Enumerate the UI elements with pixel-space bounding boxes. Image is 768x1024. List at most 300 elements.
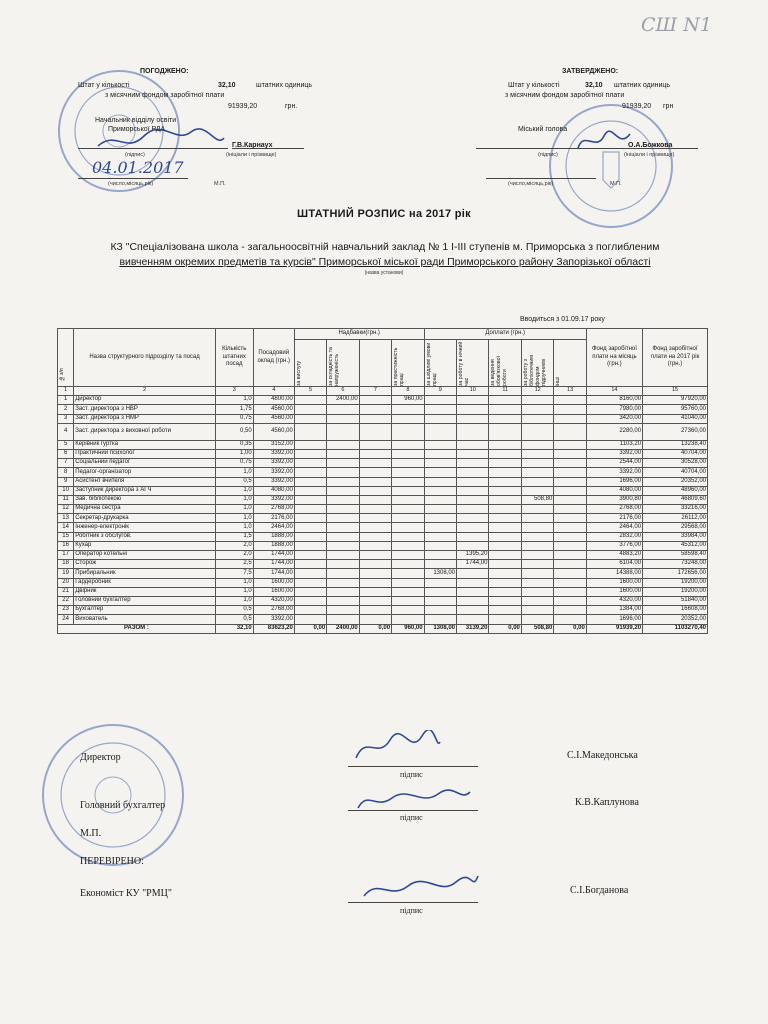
cell-name: Робітник з обслугов.: [74, 532, 216, 541]
cell-b3: [359, 505, 391, 514]
cell-b2: [327, 486, 359, 495]
cell-fy: 19200,00: [643, 587, 708, 596]
cell-fy: 48960,00: [643, 486, 708, 495]
cell-e5: [554, 414, 586, 423]
cell-e3: [489, 423, 521, 440]
cell-e2: [457, 587, 489, 596]
cell-b3: [359, 587, 391, 596]
cell-e5: [554, 505, 586, 514]
cell-e1: [424, 587, 456, 596]
table-row: [58, 560, 708, 569]
cell-no: 13: [58, 514, 74, 523]
left-fund-label: з місячним фондом заробітної плати: [105, 92, 225, 99]
total-e1: 1308,00: [424, 624, 456, 633]
cell-no: 8: [58, 468, 74, 477]
column-index-cell: 2: [74, 387, 216, 396]
cell-salary: 4800,00: [253, 396, 294, 405]
cell-b3: [359, 495, 391, 504]
cell-e2: [457, 405, 489, 414]
cell-count: 1,0: [215, 587, 253, 596]
cell-e1: [424, 495, 456, 504]
cell-fy: 97920,00: [643, 396, 708, 405]
cell-e2: [457, 449, 489, 458]
cell-salary: 1600,00: [253, 578, 294, 587]
cell-e4: [521, 414, 553, 423]
cell-b4: [392, 551, 424, 560]
header-extras: Доплати (грн.): [424, 329, 586, 340]
cell-e5: [554, 569, 586, 578]
table-row: [58, 414, 708, 423]
cell-e1: [424, 423, 456, 440]
cell-e5: [554, 486, 586, 495]
cell-b2: [327, 468, 359, 477]
cell-e2: [457, 459, 489, 468]
cell-e5: [554, 468, 586, 477]
cell-b1: [294, 396, 326, 405]
cell-e2: [457, 541, 489, 550]
cell-b1: [294, 423, 326, 440]
cell-b3: [359, 440, 391, 449]
cell-b1: [294, 596, 326, 605]
cell-salary: 4320,00: [253, 596, 294, 605]
cell-name: Інженер-електронік: [74, 523, 216, 532]
document-title: ШТАТНИЙ РОЗПИС на 2017 рік: [297, 208, 471, 220]
cell-name: Бухгалтер: [74, 606, 216, 615]
cell-count: 0,35: [215, 440, 253, 449]
cell-name: Асистент вчителя: [74, 477, 216, 486]
cell-b4: [392, 449, 424, 458]
cell-salary: 2464,00: [253, 523, 294, 532]
cell-e1: [424, 468, 456, 477]
cell-b2: [327, 477, 359, 486]
cell-e5: [554, 396, 586, 405]
cell-fm: 3420,00: [586, 414, 642, 423]
cell-name: Заст. директора з виховної роботи: [74, 423, 216, 440]
table-row: [58, 532, 708, 541]
cell-b1: [294, 514, 326, 523]
cell-e3: [489, 560, 521, 569]
cell-no: 7: [58, 459, 74, 468]
cell-e4: [521, 505, 553, 514]
cell-b4: [392, 423, 424, 440]
cell-salary: 1888,00: [253, 541, 294, 550]
cell-e5: [554, 440, 586, 449]
cell-name: Соціальний педагог: [74, 459, 216, 468]
cell-e2: [457, 615, 489, 624]
cell-e5: [554, 615, 586, 624]
column-index-cell: 5: [294, 387, 326, 396]
cell-e4: [521, 405, 553, 414]
cell-e1: [424, 606, 456, 615]
cell-fy: 29568,00: [643, 523, 708, 532]
cell-count: 1,0: [215, 495, 253, 504]
cell-fy: 58598,40: [643, 551, 708, 560]
cell-e4: [521, 606, 553, 615]
header-name: Назва структурного підрозділу та посад: [74, 329, 216, 387]
cell-e4: [521, 615, 553, 624]
cell-no: 19: [58, 569, 74, 578]
cell-b1: [294, 532, 326, 541]
cell-e1: [424, 449, 456, 458]
cell-e2: [457, 578, 489, 587]
right-fund-unit: грн: [663, 103, 674, 110]
cell-e1: [424, 615, 456, 624]
cell-b3: [359, 523, 391, 532]
cell-e1: [424, 414, 456, 423]
cell-e2: [457, 468, 489, 477]
cell-b4: [392, 505, 424, 514]
cell-count: 0,50: [215, 423, 253, 440]
cell-e2: [457, 569, 489, 578]
table-row: [58, 596, 708, 605]
director-sig-caption: підпис: [400, 770, 423, 779]
cell-b1: [294, 414, 326, 423]
cell-b3: [359, 532, 391, 541]
cell-b3: [359, 423, 391, 440]
total-fund-year: 1103270,40: [643, 624, 708, 633]
left-approval-heading: ПОГОДЖЕНО:: [140, 68, 189, 75]
accountant-sig-caption: підпис: [400, 813, 423, 822]
cell-e2: 1395,20: [457, 551, 489, 560]
table-row: [58, 606, 708, 615]
total-fund-month: 91939,20: [586, 624, 642, 633]
cell-name: Керівник гуртка: [74, 440, 216, 449]
cell-e5: [554, 523, 586, 532]
footer-economist-label: Економіст КУ "РМЦ": [80, 888, 172, 899]
cell-fm: 1696,00: [586, 615, 642, 624]
cell-salary: 4560,00: [253, 414, 294, 423]
cell-b2: [327, 514, 359, 523]
cell-fm: 3900,80: [586, 495, 642, 504]
cell-e5: [554, 541, 586, 550]
cell-e3: [489, 505, 521, 514]
director-signature: [352, 730, 442, 764]
total-e5: 0,00: [554, 624, 586, 633]
total-count: 32,10: [215, 624, 253, 633]
cell-salary: 3392,00: [253, 459, 294, 468]
cell-name: Секретар-друкарка: [74, 514, 216, 523]
column-index-cell: 4: [253, 387, 294, 396]
cell-e5: [554, 459, 586, 468]
cell-e5: [554, 560, 586, 569]
cell-e4: [521, 523, 553, 532]
cell-b3: [359, 560, 391, 569]
cell-e4: [521, 477, 553, 486]
cell-e2: [457, 396, 489, 405]
cell-fm: 6104,00: [586, 560, 642, 569]
cell-b4: [392, 514, 424, 523]
cell-e3: [489, 414, 521, 423]
table-row: [58, 459, 708, 468]
cell-count: 0,5: [215, 606, 253, 615]
cell-b1: [294, 486, 326, 495]
institution-caption: (назва установи): [364, 270, 404, 276]
cell-b1: [294, 578, 326, 587]
cell-count: 1,0: [215, 514, 253, 523]
cell-b3: [359, 606, 391, 615]
table-row: [58, 514, 708, 523]
cell-salary: 2768,00: [253, 606, 294, 615]
cell-e3: [489, 615, 521, 624]
header-bonus-complexity: за складність та напруженість: [327, 340, 359, 387]
cell-count: 1,0: [215, 396, 253, 405]
cell-name: Головний бухгалтер: [74, 596, 216, 605]
cell-no: 4: [58, 423, 74, 440]
cell-b3: [359, 414, 391, 423]
cell-no: 5: [58, 440, 74, 449]
cell-b1: [294, 505, 326, 514]
cell-fm: 2280,00: [586, 423, 642, 440]
cell-fy: 13238,40: [643, 440, 708, 449]
cell-name: Гардеробник: [74, 578, 216, 587]
handwritten-corner-mark: СШ N1: [641, 14, 712, 36]
right-signer-name: О.А.Божкова: [628, 142, 673, 149]
cell-fy: 19200,00: [643, 578, 708, 587]
institution-line-2: вивченням окремих предметів та курсів" Приморської міської ради Приморського району Запорізької області: [119, 256, 651, 268]
table-row: [58, 505, 708, 514]
cell-e3: [489, 523, 521, 532]
cell-e1: [424, 532, 456, 541]
right-date-caption: (число,місяць,рік): [508, 181, 554, 187]
cell-b3: [359, 541, 391, 550]
cell-e1: [424, 440, 456, 449]
cell-e3: [489, 587, 521, 596]
table-row: [58, 541, 708, 550]
cell-e5: [554, 514, 586, 523]
table-row: [58, 405, 708, 414]
cell-e3: [489, 532, 521, 541]
cell-e5: [554, 596, 586, 605]
header-bonus-prestige: за престижність праці: [392, 340, 424, 387]
header-bonus-blank: [359, 340, 391, 387]
cell-e2: [457, 414, 489, 423]
cell-b2: [327, 615, 359, 624]
cell-b4: [392, 523, 424, 532]
cell-e1: [424, 486, 456, 495]
cell-count: 1,0: [215, 596, 253, 605]
cell-e4: [521, 440, 553, 449]
cell-b2: [327, 449, 359, 458]
cell-e3: [489, 596, 521, 605]
cell-fm: 7980,00: [586, 405, 642, 414]
cell-e3: [489, 495, 521, 504]
cell-b4: [392, 405, 424, 414]
right-position: Міський голова: [518, 126, 568, 133]
cell-e2: [457, 523, 489, 532]
column-index-row: [58, 387, 708, 396]
right-approval-heading: ЗАТВЕРДЖЕНО:: [562, 68, 619, 75]
header-number: №з/п: [58, 329, 74, 387]
cell-e2: [457, 505, 489, 514]
cell-b3: [359, 477, 391, 486]
cell-e4: [521, 468, 553, 477]
left-staff-label: Штат у кількості: [78, 82, 130, 89]
cell-e1: [424, 405, 456, 414]
footer-accountant-label: Головний бухгалтер: [80, 800, 166, 811]
cell-b2: [327, 505, 359, 514]
cell-fy: 45312,00: [643, 541, 708, 550]
cell-e5: [554, 495, 586, 504]
cell-no: 21: [58, 587, 74, 596]
cell-count: 1,0: [215, 486, 253, 495]
right-sig-caption: (підпис): [538, 152, 558, 158]
right-fund-label: з місячним фондом заробітної плати: [505, 92, 625, 99]
cell-b2: [327, 560, 359, 569]
cell-b2: [327, 569, 359, 578]
cell-b3: [359, 405, 391, 414]
cell-name: Прибиральник: [74, 569, 216, 578]
left-staff-value: 32,10: [218, 82, 236, 89]
header-extra-other: інші: [554, 340, 586, 387]
cell-e5: [554, 587, 586, 596]
footer-director-label: Директор: [80, 752, 121, 763]
cell-e1: [424, 596, 456, 605]
total-b2: 2400,00: [327, 624, 359, 633]
cell-b2: [327, 495, 359, 504]
cell-name: Вихователь: [74, 615, 216, 624]
cell-e1: [424, 396, 456, 405]
cell-b4: [392, 468, 424, 477]
cell-b3: [359, 486, 391, 495]
table-row: [58, 578, 708, 587]
cell-e1: 1308,00: [424, 569, 456, 578]
cell-name: Оператор котельні: [74, 551, 216, 560]
cell-e1: [424, 551, 456, 560]
cell-b4: [392, 596, 424, 605]
cell-e2: [457, 532, 489, 541]
cell-e1: [424, 514, 456, 523]
left-mp: М.П.: [214, 181, 226, 187]
table-row: [58, 468, 708, 477]
cell-name: Сторож: [74, 560, 216, 569]
cell-e4: [521, 396, 553, 405]
column-index-cell: 3: [215, 387, 253, 396]
cell-b2: [327, 541, 359, 550]
cell-b2: [327, 596, 359, 605]
cell-no: 2: [58, 405, 74, 414]
column-index-cell: 11: [489, 387, 521, 396]
cell-e3: [489, 541, 521, 550]
column-index-cell: 10: [457, 387, 489, 396]
cell-e3: [489, 468, 521, 477]
cell-e3: [489, 440, 521, 449]
cell-e2: [457, 477, 489, 486]
cell-no: 1: [58, 396, 74, 405]
cell-fy: 26112,00: [643, 514, 708, 523]
cell-b2: 2400,00: [327, 396, 359, 405]
table-row: [58, 615, 708, 624]
total-label: РАЗОМ :: [58, 624, 216, 633]
left-staff-unit: штатних одиниць: [256, 82, 313, 89]
cell-b3: [359, 578, 391, 587]
cell-fy: 73248,00: [643, 560, 708, 569]
cell-e1: [424, 541, 456, 550]
cell-salary: 1888,00: [253, 532, 294, 541]
cell-no: 6: [58, 449, 74, 458]
cell-fy: 46809,60: [643, 495, 708, 504]
cell-e5: [554, 551, 586, 560]
footer-director-name: С.І.Македонська: [567, 750, 638, 761]
left-org-line1: Начальник відділу освіти: [95, 117, 177, 124]
cell-count: 1,0: [215, 505, 253, 514]
cell-b4: [392, 532, 424, 541]
header-bonuses: Надбавки(грн.): [294, 329, 424, 340]
cell-no: 9: [58, 477, 74, 486]
cell-name: Директор: [74, 396, 216, 405]
cell-e4: [521, 423, 553, 440]
cell-e4: 508,80: [521, 495, 553, 504]
right-fund-value: 91939,20: [622, 103, 652, 110]
right-staff-value: 32,10: [585, 82, 603, 89]
cell-salary: 3392,00: [253, 468, 294, 477]
cell-fy: 33984,00: [643, 532, 708, 541]
institution-name: [55, 240, 715, 270]
cell-e2: [457, 495, 489, 504]
cell-e4: [521, 532, 553, 541]
cell-fy: 20352,00: [643, 615, 708, 624]
cell-fm: 8160,00: [586, 396, 642, 405]
cell-b2: [327, 523, 359, 532]
total-salary: 83623,20: [253, 624, 294, 633]
cell-salary: 1744,00: [253, 569, 294, 578]
cell-no: 20: [58, 578, 74, 587]
institution-line-1: КЗ "Спеціалізована школа - загальноосвітній навчальний заклад № 1 І-ІІІ ступенів м. Приморська з поглибленим: [110, 241, 660, 253]
cell-name: Заст. директора з НМР: [74, 414, 216, 423]
cell-no: 14: [58, 523, 74, 532]
cell-count: 1,0: [215, 468, 253, 477]
cell-b1: [294, 541, 326, 550]
table-row: [58, 449, 708, 458]
cell-b4: [392, 477, 424, 486]
cell-no: 18: [58, 560, 74, 569]
cell-salary: 3392,00: [253, 449, 294, 458]
cell-count: 0,75: [215, 414, 253, 423]
cell-b1: [294, 468, 326, 477]
header-extra-night: за роботу в нічний час: [457, 340, 489, 387]
cell-fy: 40704,00: [643, 468, 708, 477]
cell-b3: [359, 459, 391, 468]
cell-count: 0,5: [215, 615, 253, 624]
header-fund-year: Фонд заробітної плати на 2017 рік (грн.): [643, 329, 708, 387]
cell-b4: [392, 606, 424, 615]
cell-b4: [392, 569, 424, 578]
cell-b3: [359, 551, 391, 560]
left-fund-unit: грн.: [285, 103, 298, 110]
cell-name: Заст. директора з НВР: [74, 405, 216, 414]
cell-e4: [521, 587, 553, 596]
cell-count: 2,0: [215, 541, 253, 550]
cell-no: 15: [58, 532, 74, 541]
table-row: [58, 396, 708, 405]
cell-e3: [489, 405, 521, 414]
cell-salary: 4080,00: [253, 486, 294, 495]
cell-b2: [327, 606, 359, 615]
cell-salary: 3152,00: [253, 440, 294, 449]
header-extra-mandatory: за ведення обов'язкової роботи: [489, 340, 521, 387]
total-e3: 0,00: [489, 624, 521, 633]
cell-e5: [554, 606, 586, 615]
cell-b4: [392, 541, 424, 550]
cell-fm: 2768,00: [586, 505, 642, 514]
cell-e4: [521, 578, 553, 587]
cell-salary: 2176,00: [253, 514, 294, 523]
column-index-cell: 13: [554, 387, 586, 396]
cell-b2: [327, 423, 359, 440]
cell-salary: 4560,00: [253, 423, 294, 440]
footer-round-stamp: [38, 720, 188, 870]
column-index-cell: 6: [327, 387, 359, 396]
total-b4: 960,00: [392, 624, 424, 633]
